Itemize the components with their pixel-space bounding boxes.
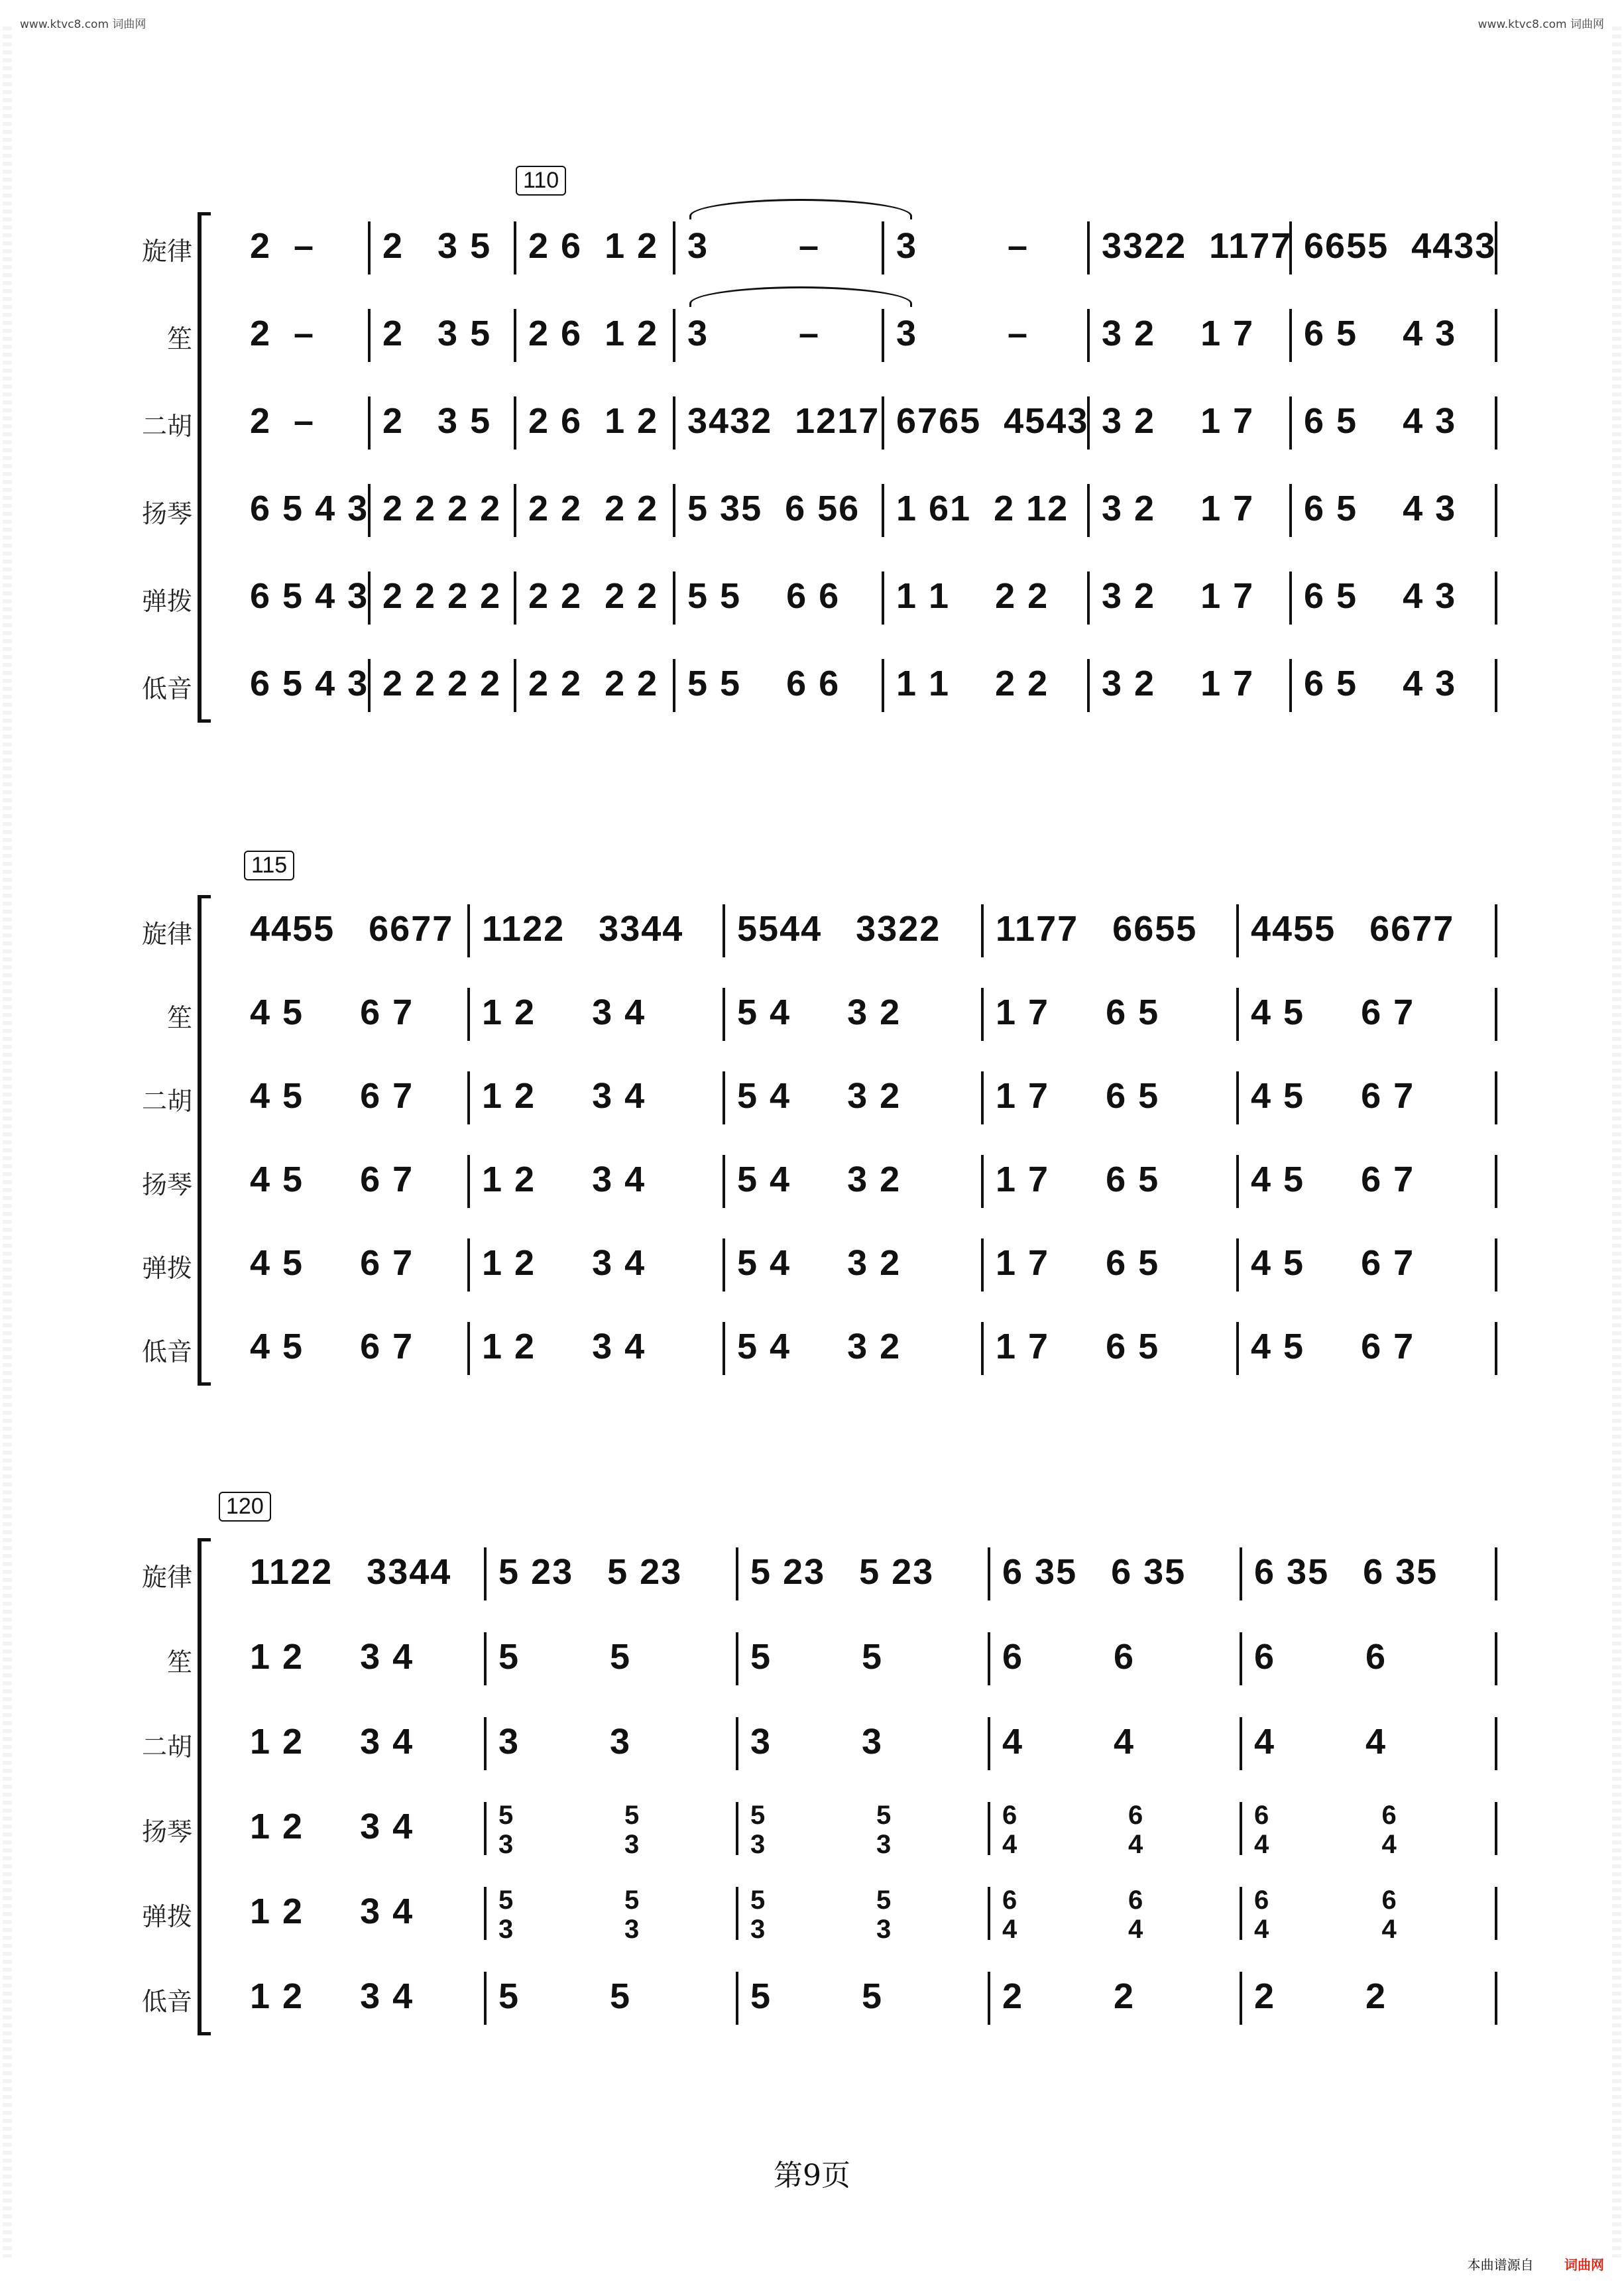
- bar-line: [981, 1071, 984, 1124]
- bar-line: [1495, 904, 1497, 957]
- measure-notes: 5544 3322: [737, 909, 941, 949]
- measure-notes: 2 2 2 2: [382, 489, 502, 528]
- measure-notes: 3432 1217: [687, 401, 880, 441]
- bar-line: [1289, 571, 1292, 625]
- bar-line: [467, 1322, 470, 1375]
- measure-notes: 1 7 6 5: [996, 1160, 1160, 1199]
- measure-notes: 4 5 6 7: [1251, 992, 1415, 1032]
- bar-line: [882, 659, 884, 712]
- bar-line: [514, 396, 516, 450]
- tie-slur: [689, 286, 912, 307]
- bar-line: [673, 221, 675, 274]
- footer-source: 本曲谱源自: [1467, 2257, 1534, 2273]
- measure-notes: 2 2 2 2: [528, 664, 659, 703]
- bar-line: [1087, 221, 1090, 274]
- measure-notes: 5 5 6 6: [687, 664, 841, 703]
- measure-notes: 4 5 6 7: [250, 1327, 414, 1366]
- bar-line: [514, 221, 516, 274]
- measure-notes: 6655 4433: [1304, 226, 1497, 266]
- bar-line: [484, 1547, 487, 1600]
- measure-notes: 1 2 3 4: [250, 1807, 414, 1846]
- measure-notes: 5 4 3 2: [737, 1243, 901, 1283]
- chord-note: 6 4: [1381, 1886, 1398, 1944]
- measure-notes: 2 –: [250, 226, 316, 266]
- measure-notes: 4 5 6 7: [1251, 1160, 1415, 1199]
- bar-line: [1240, 1972, 1242, 2025]
- bar-line: [1240, 1887, 1242, 1940]
- bar-line: [368, 396, 371, 450]
- measure-notes: 6 35 6 35: [1254, 1552, 1438, 1592]
- chord-note: 6 4: [1254, 1801, 1271, 1859]
- measure-notes: 3 –: [687, 314, 821, 353]
- instrument-label: 弹拨: [141, 1254, 192, 1283]
- measure-notes: 4 4: [1254, 1722, 1387, 1762]
- bar-line: [1087, 571, 1090, 625]
- measure-notes: 1 2 3 4: [482, 1076, 646, 1116]
- bar-line: [514, 484, 516, 537]
- measure-notes: 3 3: [498, 1722, 632, 1762]
- bar-line: [1495, 1322, 1497, 1375]
- measure-notes: 1177 6655: [996, 909, 1198, 949]
- bar-line: [1495, 659, 1497, 712]
- bar-line: [467, 1155, 470, 1208]
- instrument-label: 旋律: [141, 1563, 192, 1592]
- measure-notes: 5 23 5 23: [750, 1552, 935, 1592]
- instrument-label: 弹拨: [141, 1902, 192, 1931]
- measure-notes: 1 2 3 4: [482, 1160, 646, 1199]
- bar-line: [981, 1322, 984, 1375]
- measure-notes: 3 –: [896, 314, 1029, 353]
- chord-note: 5 3: [624, 1801, 641, 1859]
- bar-line: [1495, 1717, 1497, 1770]
- measure-notes: 5 5: [498, 1976, 632, 2016]
- bar-line: [484, 1887, 487, 1940]
- bar-line: [723, 988, 725, 1041]
- measure-notes: 6 5 4 3: [1304, 314, 1457, 353]
- chord-note: 5 3: [750, 1886, 767, 1944]
- measure-notes: 5 5: [750, 1976, 884, 2016]
- bar-line: [1495, 1972, 1497, 2025]
- bar-line: [1236, 1071, 1239, 1124]
- bar-line: [467, 1071, 470, 1124]
- chord-note: 6 4: [1002, 1886, 1019, 1944]
- instrument-label: 笙: [166, 1003, 192, 1032]
- bar-line: [723, 1071, 725, 1124]
- measure-notes: 3 3: [750, 1722, 884, 1762]
- measure-notes: 2 6 1 2: [528, 314, 659, 353]
- measure-notes: 1 7 6 5: [996, 1327, 1160, 1366]
- measure-notes: 6 5 4 3: [250, 489, 369, 528]
- measure-notes: 4455 6677: [250, 909, 454, 949]
- bar-line: [673, 309, 675, 362]
- bar-line: [1495, 1632, 1497, 1685]
- measure-notes: 5 4 3 2: [737, 1076, 901, 1116]
- measure-notes: 1122 3344: [482, 909, 684, 949]
- instrument-label: 笙: [166, 324, 192, 353]
- bar-line: [1240, 1717, 1242, 1770]
- bar-line: [1240, 1547, 1242, 1600]
- instrument-label: 二胡: [141, 412, 192, 441]
- chord-note: 5 3: [624, 1886, 641, 1944]
- bar-line: [736, 1802, 738, 1855]
- measure-notes: 2 –: [250, 401, 316, 441]
- system-bracket: [198, 212, 211, 723]
- measure-notes: 1 61 2 12: [896, 489, 1069, 528]
- measure-notes: 4 5 6 7: [250, 992, 414, 1032]
- bar-line: [514, 309, 516, 362]
- instrument-label: 低音: [141, 1987, 192, 2016]
- measure-notes: 4455 6677: [1251, 909, 1455, 949]
- measure-notes: 1 1 2 2: [896, 664, 1049, 703]
- instrument-label: 扬琴: [141, 1170, 192, 1199]
- bar-line: [1236, 1322, 1239, 1375]
- measure-notes: 2 3 5: [382, 401, 492, 441]
- bar-line: [484, 1972, 487, 2025]
- tie-slur: [689, 199, 912, 219]
- footer: [1468, 2254, 1604, 2273]
- bar-line: [1289, 396, 1292, 450]
- bar-line: [673, 484, 675, 537]
- bar-line: [1495, 1155, 1497, 1208]
- bar-line: [882, 221, 884, 274]
- measure-notes: 5 5 6 6: [687, 576, 841, 616]
- instrument-label: 低音: [141, 1337, 192, 1366]
- bar-line: [1495, 988, 1497, 1041]
- bar-line: [484, 1802, 487, 1855]
- chord-note: 5 3: [876, 1886, 893, 1944]
- instrument-label: 低音: [141, 674, 192, 703]
- bar-line: [723, 1322, 725, 1375]
- bar-line: [1495, 1547, 1497, 1600]
- bar-line: [736, 1632, 738, 1685]
- measure-notes: 6 35 6 35: [1002, 1552, 1187, 1592]
- measure-notes: 5 4 3 2: [737, 1327, 901, 1366]
- bar-line: [484, 1632, 487, 1685]
- measure-notes: 4 5 6 7: [250, 1243, 414, 1283]
- chord-note: 6 4: [1254, 1886, 1271, 1944]
- bar-line: [1495, 1071, 1497, 1124]
- bar-line: [1236, 1155, 1239, 1208]
- measure-notes: 5 35 6 56: [687, 489, 860, 528]
- bar-line: [1495, 484, 1497, 537]
- measure-notes: 4 5 6 7: [1251, 1327, 1415, 1366]
- instrument-label: 笙: [166, 1648, 192, 1677]
- bar-line: [1495, 1887, 1497, 1940]
- instrument-label: 扬琴: [141, 1817, 192, 1846]
- measure-number: 120: [219, 1492, 271, 1522]
- instrument-label: 旋律: [141, 920, 192, 949]
- measure-notes: 1122 3344: [250, 1552, 452, 1592]
- chord-note: 5 3: [498, 1801, 515, 1859]
- bar-line: [988, 1632, 990, 1685]
- bar-line: [1289, 659, 1292, 712]
- measure-notes: 4 5 6 7: [250, 1160, 414, 1199]
- chord-note: 6 4: [1128, 1801, 1145, 1859]
- bar-line: [882, 484, 884, 537]
- measure-notes: 1 2 3 4: [482, 1243, 646, 1283]
- bar-line: [981, 988, 984, 1041]
- bar-line: [882, 571, 884, 625]
- measure-notes: 1 7 6 5: [996, 1076, 1160, 1116]
- bar-line: [736, 1972, 738, 2025]
- chord-note: 6 4: [1002, 1801, 1019, 1859]
- measure-notes: 5 4 3 2: [737, 1160, 901, 1199]
- bar-line: [514, 571, 516, 625]
- measure-notes: 1 7 6 5: [996, 1243, 1160, 1283]
- measure-notes: 6 5 4 3: [1304, 401, 1457, 441]
- bar-line: [673, 396, 675, 450]
- measure-number: 110: [516, 166, 566, 196]
- measure-notes: 4 5 6 7: [1251, 1076, 1415, 1116]
- bar-line: [1495, 309, 1497, 362]
- bar-line: [736, 1887, 738, 1940]
- measure-notes: 2 2 2 2: [528, 576, 659, 616]
- header-left-mark: www.ktvc8.com 词曲网: [20, 18, 146, 31]
- measure-notes: 2 2 2 2: [382, 576, 502, 616]
- bar-line: [1236, 1238, 1239, 1292]
- bar-line: [981, 1238, 984, 1292]
- chord-note: 5 3: [498, 1886, 515, 1944]
- bar-line: [1087, 659, 1090, 712]
- measure-notes: 6 6: [1002, 1637, 1135, 1677]
- system-bracket: [198, 895, 211, 1386]
- bar-line: [1495, 1238, 1497, 1292]
- measure-notes: 2 2: [1254, 1976, 1387, 2016]
- bar-line: [988, 1802, 990, 1855]
- measure-notes: 5 5: [750, 1637, 884, 1677]
- bar-line: [1087, 484, 1090, 537]
- bar-line: [723, 1155, 725, 1208]
- page-number: 第9页: [774, 2159, 850, 2193]
- bar-line: [736, 1717, 738, 1770]
- measure-notes: 2 2 2 2: [382, 664, 502, 703]
- measure-notes: 2 –: [250, 314, 316, 353]
- measure-notes: 6 5 4 3: [1304, 576, 1457, 616]
- chord-note: 6 4: [1381, 1801, 1398, 1859]
- measure-notes: 6 5 4 3: [250, 664, 369, 703]
- measure-notes: 6 5 4 3: [250, 576, 369, 616]
- measure-notes: 1 2 3 4: [250, 1976, 414, 2016]
- header-right-mark: www.ktvc8.com 词曲网: [1478, 18, 1604, 31]
- measure-number: 115: [244, 851, 294, 880]
- measure-notes: 2 6 1 2: [528, 226, 659, 266]
- measure-notes: 3 2 1 7: [1102, 314, 1255, 353]
- measure-notes: 6 5 4 3: [1304, 664, 1457, 703]
- bar-line: [988, 1887, 990, 1940]
- chord-note: 5 3: [876, 1801, 893, 1859]
- measure-notes: 6 6: [1254, 1637, 1387, 1677]
- bar-line: [467, 904, 470, 957]
- footer-brand-logo: 词曲网: [1564, 2257, 1604, 2273]
- bar-line: [988, 1972, 990, 2025]
- measure-notes: 6765 4543: [896, 401, 1089, 441]
- measure-notes: 1 2 3 4: [482, 1327, 646, 1366]
- bar-line: [514, 659, 516, 712]
- instrument-label: 扬琴: [141, 499, 192, 528]
- measure-notes: 3322 1177: [1102, 226, 1293, 266]
- bar-line: [467, 1238, 470, 1292]
- bar-line: [1289, 484, 1292, 537]
- measure-notes: 2 6 1 2: [528, 401, 659, 441]
- bar-line: [368, 309, 371, 362]
- instrument-label: 旋律: [141, 237, 192, 266]
- measure-notes: 2 2 2 2: [528, 489, 659, 528]
- measure-notes: 5 5: [498, 1637, 632, 1677]
- measure-notes: 4 4: [1002, 1722, 1135, 1762]
- bar-line: [1495, 1802, 1497, 1855]
- bar-line: [988, 1717, 990, 1770]
- bar-line: [1495, 571, 1497, 625]
- measure-notes: 2 3 5: [382, 226, 492, 266]
- instrument-label: 弹拨: [141, 587, 192, 616]
- measure-notes: 4 5 6 7: [1251, 1243, 1415, 1283]
- bar-line: [882, 309, 884, 362]
- measure-notes: 1 2 3 4: [250, 1722, 414, 1762]
- bar-line: [1240, 1802, 1242, 1855]
- measure-notes: 5 23 5 23: [498, 1552, 683, 1592]
- measure-notes: 1 7 6 5: [996, 992, 1160, 1032]
- measure-notes: 2 2: [1002, 1976, 1135, 2016]
- bar-line: [673, 659, 675, 712]
- measure-notes: 5 4 3 2: [737, 992, 901, 1032]
- bar-line: [1240, 1632, 1242, 1685]
- measure-notes: 1 2 3 4: [250, 1892, 414, 1931]
- measure-notes: 3 –: [896, 226, 1029, 266]
- bar-line: [1236, 904, 1239, 957]
- bar-line: [981, 1155, 984, 1208]
- chord-note: 6 4: [1128, 1886, 1145, 1944]
- bar-line: [736, 1547, 738, 1600]
- bar-line: [673, 571, 675, 625]
- bar-line: [484, 1717, 487, 1770]
- measure-notes: 3 2 1 7: [1102, 576, 1255, 616]
- measure-notes: 1 2 3 4: [482, 992, 646, 1032]
- measure-notes: 4 5 6 7: [250, 1076, 414, 1116]
- bar-line: [723, 1238, 725, 1292]
- chord-note: 5 3: [750, 1801, 767, 1859]
- measure-notes: 3 2 1 7: [1102, 664, 1255, 703]
- bar-line: [1495, 396, 1497, 450]
- bar-line: [882, 396, 884, 450]
- measure-notes: 3 –: [687, 226, 821, 266]
- measure-notes: 1 2 3 4: [250, 1637, 414, 1677]
- bar-line: [988, 1547, 990, 1600]
- measure-notes: 6 5 4 3: [1304, 489, 1457, 528]
- bar-line: [723, 904, 725, 957]
- measure-notes: 1 1 2 2: [896, 576, 1049, 616]
- bar-line: [981, 904, 984, 957]
- bar-line: [1236, 988, 1239, 1041]
- measure-notes: 3 2 1 7: [1102, 489, 1255, 528]
- measure-notes: 2 3 5: [382, 314, 492, 353]
- instrument-label: 二胡: [141, 1087, 192, 1116]
- bar-line: [368, 221, 371, 274]
- bar-line: [467, 988, 470, 1041]
- system-bracket: [198, 1538, 211, 2035]
- bar-line: [1289, 309, 1292, 362]
- instrument-label: 二胡: [141, 1732, 192, 1762]
- measure-notes: 3 2 1 7: [1102, 401, 1255, 441]
- bar-line: [1087, 309, 1090, 362]
